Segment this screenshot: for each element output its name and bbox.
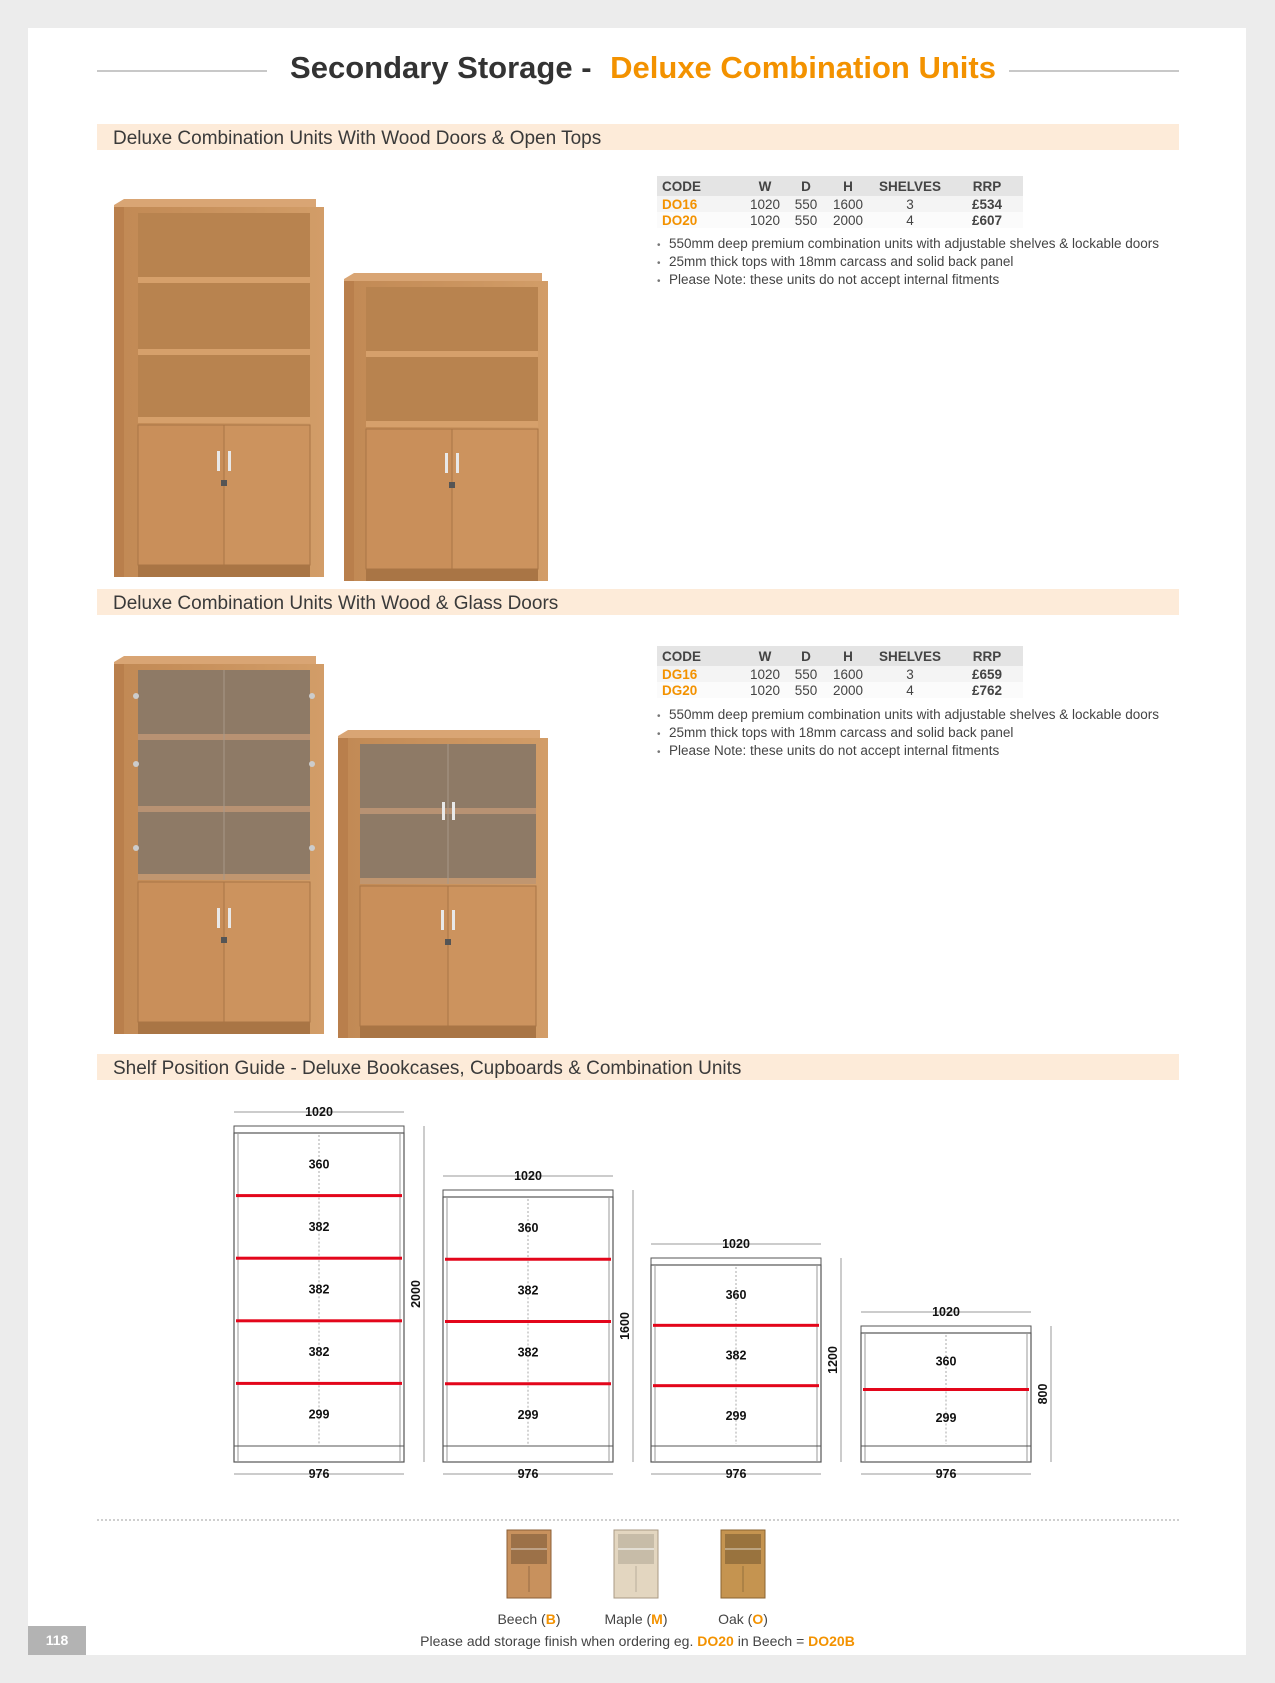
finish-label-beech: Beech (B) <box>497 1611 561 1627</box>
shelf-gap-label: 299 <box>725 1408 747 1423</box>
shelf-gap-label: 299 <box>517 1407 539 1422</box>
list-item: • 550mm deep premium combination units with adjustable shelves & lockable doors <box>657 235 1159 253</box>
page-number: 118 <box>28 1626 86 1655</box>
shelf-gap-label: 382 <box>308 1219 330 1234</box>
finish-swatch-oak <box>693 1528 793 1627</box>
width-dimension-label: 1020 <box>305 1105 333 1119</box>
spec-table-open-tops <box>657 176 1023 228</box>
width-dimension-label: 1020 <box>932 1305 960 1319</box>
inner-width-label: 976 <box>517 1467 539 1481</box>
adjustable-shelf <box>653 1384 819 1387</box>
finish-label-maple: Maple (M) <box>604 1611 668 1627</box>
finish-swatch-beech <box>479 1528 579 1627</box>
shelf-gap-label: 360 <box>935 1354 957 1369</box>
section-heading-open-tops: Deluxe Combination Units With Wood Doors & Open Tops <box>97 124 1179 150</box>
unit-top-slab <box>861 1326 1031 1333</box>
adjustable-shelf <box>653 1324 819 1327</box>
tall-open-top-unit <box>114 199 324 577</box>
adjustable-shelf <box>445 1320 611 1323</box>
table-row: DO16 1020 550 1600 3 £534 <box>657 196 1023 212</box>
shelf-gap-label: 299 <box>935 1410 957 1425</box>
ordering-note: Please add storage finish when ordering eg. DO20 in Beech = DO20B <box>420 1633 855 1649</box>
list-item: • Please Note: these units do not accept internal fitments <box>657 742 1159 760</box>
finish-swatch-maple <box>586 1528 686 1627</box>
list-item: • 25mm thick tops with 18mm carcass and solid back panel <box>657 253 1159 271</box>
beech-unit-icon <box>505 1528 553 1600</box>
section-heading-glass-doors: Deluxe Combination Units With Wood & Glass Doors <box>97 589 1179 615</box>
inner-width-label: 976 <box>725 1467 747 1481</box>
unit-top-slab <box>443 1190 613 1197</box>
width-dimension-label: 1020 <box>514 1169 542 1183</box>
adjustable-shelf <box>236 1319 402 1322</box>
finish-label-oak: Oak (O) <box>718 1611 768 1627</box>
oak-unit-icon <box>719 1528 767 1600</box>
maple-unit-icon <box>612 1528 660 1600</box>
adjustable-shelf <box>863 1388 1029 1391</box>
list-item: • 25mm thick tops with 18mm carcass and solid back panel <box>657 724 1159 742</box>
adjustable-shelf <box>445 1258 611 1261</box>
shelf-position-diagrams <box>0 1090 1275 1490</box>
shelf-gap-label: 382 <box>517 1283 539 1298</box>
table-row: DG16 1020 550 1600 3 £659 <box>657 666 1023 682</box>
unit-top-slab <box>651 1258 821 1265</box>
width-dimension-label: 1020 <box>722 1237 750 1251</box>
short-glass-door-unit <box>338 730 548 1038</box>
shelf-gap-label: 382 <box>308 1345 330 1360</box>
inner-width-label: 976 <box>935 1467 957 1481</box>
table-header-row: CODE W D H SHELVES RRP <box>657 646 1023 666</box>
list-item: • 550mm deep premium combination units with adjustable shelves & lockable doors <box>657 706 1159 724</box>
adjustable-shelf <box>445 1382 611 1385</box>
shelf-gap-label: 360 <box>517 1221 539 1236</box>
unit-top-slab <box>234 1126 404 1133</box>
shelf-gap-label: 382 <box>517 1345 539 1360</box>
page-header <box>97 50 1179 92</box>
table-row: DO20 1020 550 2000 4 £607 <box>657 212 1023 228</box>
glass-door-units-illustration <box>108 652 548 1047</box>
section-heading-shelf-guide: Shelf Position Guide - Deluxe Bookcases, Cupboards & Combination Units <box>97 1054 1179 1080</box>
height-dimension-label: 800 <box>1036 1383 1050 1405</box>
dotted-divider <box>97 1519 1179 1521</box>
spec-table-glass-doors <box>657 646 1023 698</box>
shelf-gap-label: 382 <box>308 1282 330 1297</box>
adjustable-shelf <box>236 1382 402 1385</box>
page-title: Secondary Storage - Deluxe Combination Units <box>97 50 1179 86</box>
shelf-gap-label: 299 <box>308 1407 330 1422</box>
feature-list-open-tops <box>657 235 1159 289</box>
adjustable-shelf <box>236 1257 402 1260</box>
shelf-gap-label: 382 <box>725 1348 747 1363</box>
shelf-gap-label: 360 <box>308 1157 330 1172</box>
short-open-top-unit <box>344 273 548 581</box>
shelf-gap-label: 360 <box>725 1288 747 1303</box>
height-dimension-label: 1200 <box>826 1346 840 1374</box>
adjustable-shelf <box>236 1194 402 1197</box>
inner-width-label: 976 <box>308 1467 330 1481</box>
list-item: • Please Note: these units do not accept internal fitments <box>657 271 1159 289</box>
tall-glass-door-unit <box>114 656 324 1034</box>
height-dimension-label: 2000 <box>409 1280 423 1308</box>
table-row: DG20 1020 550 2000 4 £762 <box>657 682 1023 698</box>
wood-door-units-illustration <box>108 195 548 590</box>
feature-list-glass-doors <box>657 706 1159 760</box>
height-dimension-label: 1600 <box>618 1312 632 1340</box>
table-header-row: CODE W D H SHELVES RRP <box>657 176 1023 196</box>
